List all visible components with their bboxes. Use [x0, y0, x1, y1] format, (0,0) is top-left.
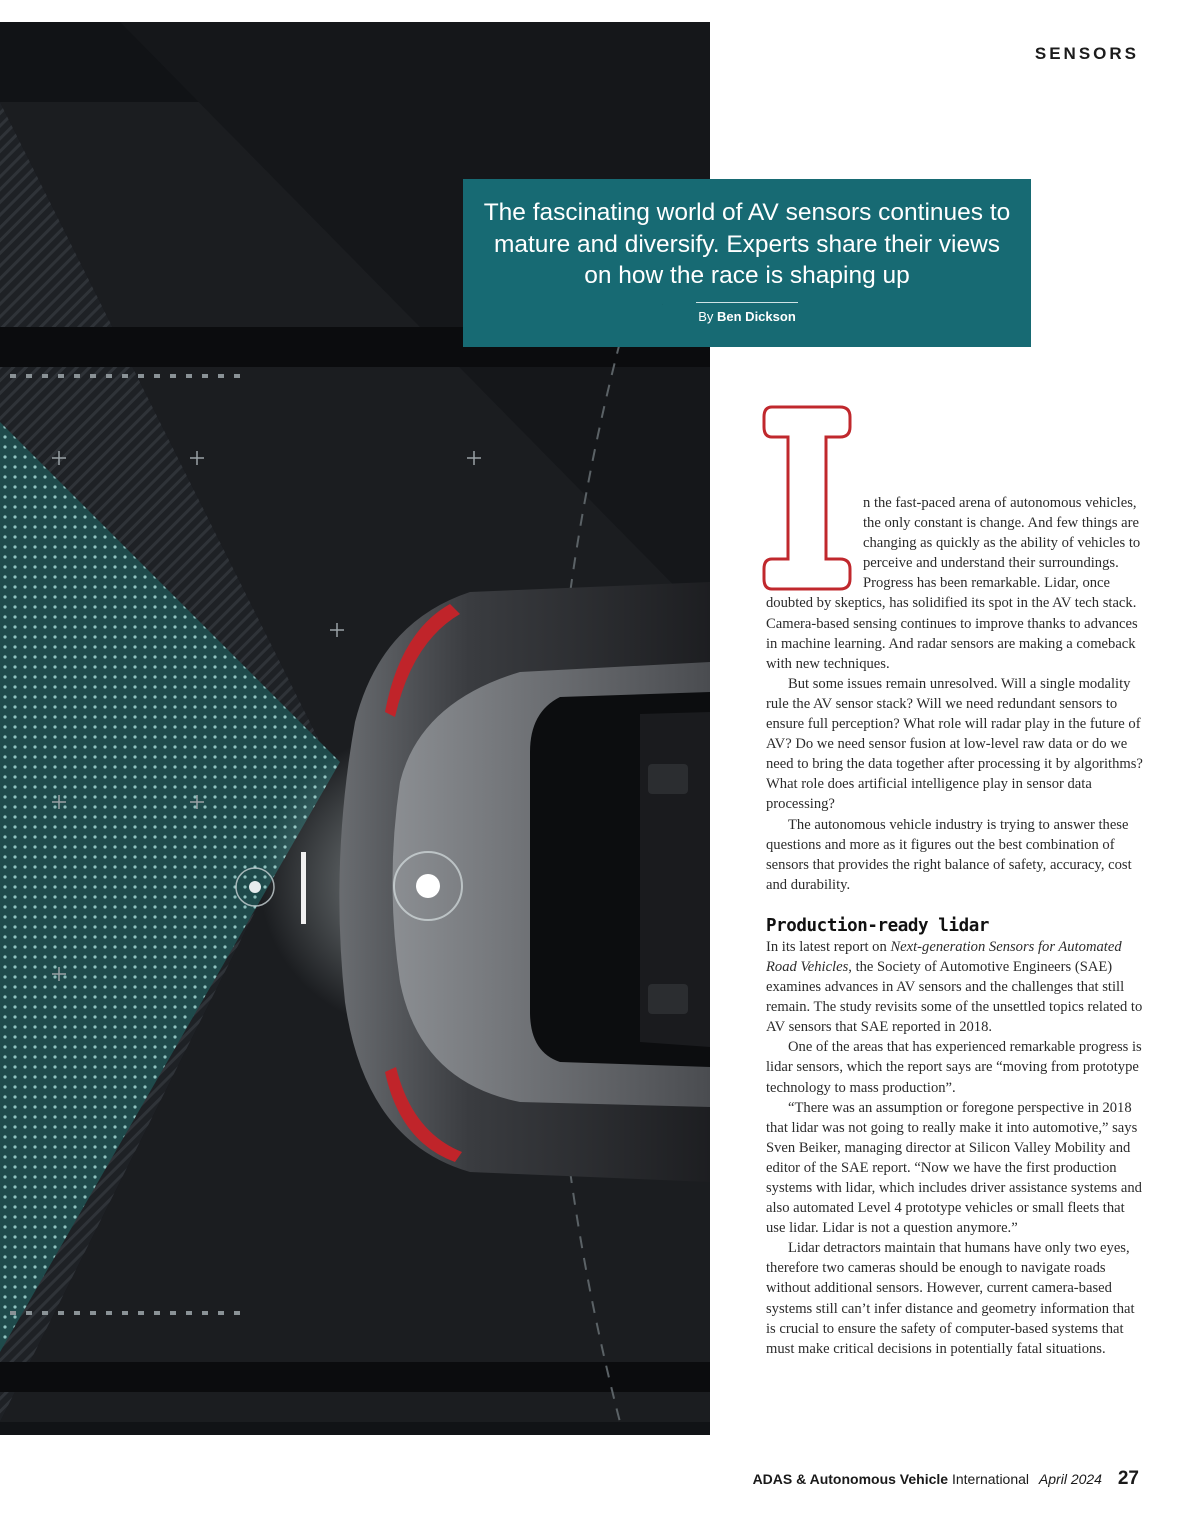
publication-suffix: International — [948, 1471, 1030, 1487]
paragraph-2: But some issues remain unresolved. Will a single modality rule the AV sensor stack? Will we need redundant sensors to ensure full perception? What role will radar play in the future of AV? Do we need sensor fusion at low-level raw data or do we need to bring the data together after processing it by algorithms? What role does artificial intelligence play in sensor data processing? — [766, 675, 1143, 813]
byline — [463, 309, 1031, 324]
page-footer — [753, 1468, 1139, 1490]
p4-before: In its latest report on — [766, 938, 891, 955]
section-label: SENSORS — [1034, 44, 1139, 63]
paragraph-6: “There was an assumption or foregone perspective in 2018 that lidar was not going to really make it into automotive,” says Sven Beiker, managing director at Silicon Valley Mobility and editor of the SAE report. “Now we have the first production systems with lidar, which includes driver assistance systems and also automated Level 4 prototype vehicles or small fleets that use lidar. Lidar is not a question anymore.” — [766, 1099, 1142, 1237]
paragraph-3: The autonomous vehicle industry is trying to answer these questions and more as it figures out the best combination of sensors that provides the right balance of safety, accuracy, cost and durability. — [766, 816, 1132, 893]
page-number: 27 — [1117, 1468, 1139, 1489]
byline-prefix: By — [698, 308, 714, 324]
dropcap-spacer — [766, 493, 863, 585]
issue-date: April 2024 — [1038, 1471, 1102, 1487]
standfirst-text: The fascinating world of AV sensors continues to mature and diversify. Experts share their views on how the race is shaping up — [483, 199, 1011, 289]
report-title: Next-generation Sensors for Automated Road Vehicles — [766, 938, 1122, 975]
p4-after: , the Society of Automotive Engineers (SAE) examines advances in AV sensors and the challenges that still remain. The study revisits some of the unsettled topics related to AV sensors that SAE reported in 2018. — [766, 958, 1143, 1036]
dropcap-char: I — [662, 305, 663, 306]
paragraph-1: n the fast-paced arena of autonomous vehicles, the only constant is change. And few things are changing as quickly as the ability of vehicles to perceive and understand their surroundings. Progress has been remarkable. Lidar, once doubted by skeptics, has solidified its spot in the AV tech stack. Camera-based sensing continues to improve thanks to advances in machine learning. And radar sensors are making a comeback with new techniques. — [766, 495, 1141, 672]
byline-divider — [696, 302, 798, 303]
subheading: Production-ready lidar — [766, 915, 989, 936]
paragraph-4 — [766, 937, 1146, 1037]
author-name: Ben Dickson — [717, 308, 796, 324]
standfirst-box — [463, 179, 1031, 347]
article-body — [766, 493, 1146, 1359]
publication-name: ADAS & Autonomous Vehicle — [752, 1471, 949, 1487]
paragraph-5: One of the areas that has experienced remarkable progress is lidar sensors, which the report says are “moving from prototype technology to mass production”. — [766, 1039, 1142, 1096]
paragraph-7: Lidar detractors maintain that humans have only two eyes, therefore two cameras should be enough to navigate roads without additional sensors. However, current camera-based systems still can’t infer distance and geometry information that is crucial to ensure the safety of computer-based systems that must make critical decisions in potentially fatal situations. — [766, 1240, 1135, 1357]
